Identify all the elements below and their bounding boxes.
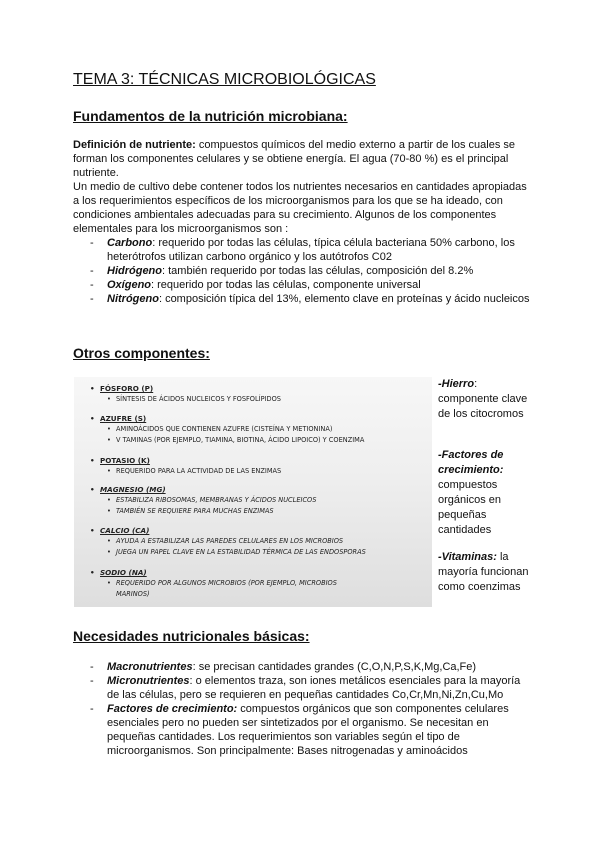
list-item (73, 236, 533, 264)
image-item-sub: • ESTABILIZA RIBOSOMAS, MEMBRANAS Y ÁCIDOS NUCLEICOS (88, 495, 428, 506)
list-item (73, 702, 533, 758)
item-name: Factores de crecimiento: (107, 703, 238, 715)
image-item-name: • AZUFRE (S) (88, 414, 428, 424)
item-name: Hidrógeno (107, 265, 162, 277)
side-note-text: la mayoría funcionan como coenzimas (438, 551, 529, 593)
page-title: TEMA 3: TÉCNICAS MICROBIOLÓGICAS (73, 71, 376, 88)
image-item-potasio (88, 456, 428, 477)
side-note-label: -Vitaminas: (438, 551, 497, 563)
componentes-image (74, 377, 432, 607)
side-note-label: -Hierro (438, 378, 475, 390)
list-item (73, 278, 533, 292)
item-name: Nitrógeno (107, 293, 159, 305)
side-note-label: -Factores de crecimiento: (438, 449, 504, 476)
image-item-sub: • REQUERIDO PARA LA ACTIVIDAD DE LAS ENZIMAS (88, 466, 428, 477)
image-item-name: • MAGNESIO (MG) (88, 485, 428, 495)
list-item (73, 660, 533, 674)
item-name: Macronutrientes (107, 661, 193, 673)
fundamentos-body (73, 138, 533, 306)
image-item-name: • FÓSFORO (P) (88, 384, 428, 394)
side-note-factores (438, 448, 538, 538)
necesidades-body (73, 660, 533, 758)
heading-otros: Otros componentes: (73, 345, 210, 361)
image-item-sub: • JUEGA UN PAPEL CLAVE EN LA ESTABILIDAD TÉRMICA DE LAS ENDOSPORAS (88, 547, 428, 558)
image-item-sodio (88, 568, 428, 600)
image-item-name: • POTASIO (K) (88, 456, 428, 466)
side-note-vitaminas (438, 550, 538, 595)
elementos-list (73, 236, 533, 306)
image-item-sub: • AYUDA A ESTABILIZAR LAS PAREDES CELULARES EN LOS MICROBIOS (88, 536, 428, 547)
item-text: : también requerido por todas las células, composición del 8.2% (162, 265, 474, 277)
side-note-hierro (438, 377, 538, 422)
image-item-sub: • TAMBIÉN SE REQUIERE PARA MUCHAS ENZIMAS (88, 506, 428, 517)
side-note-text: compuestos orgánicos en pequeñas cantidades (438, 479, 501, 536)
item-text: : se precisan cantidades grandes (C,O,N,P,S,K,Mg,Ca,Fe) (192, 661, 477, 673)
heading-fundamentos: Fundamentos de la nutrición microbiana: (73, 108, 348, 124)
item-text: : o elementos traza, son iones metálicos esenciales para la mayoría de las células, pero se requieren en pequeñas cantidades Co,Cr,Mn,Ni,Zn,Cu,Mo (107, 675, 521, 701)
item-name: Micronutrientes (107, 675, 190, 687)
image-item-magnesio (88, 485, 428, 517)
item-text: : requerido por todas las células, componente universal (151, 279, 421, 291)
image-item-sub: • REQUERIDO POR ALGUNOS MICROBIOS (POR EJEMPLO, MICROBIOS MARINOS) (88, 578, 356, 600)
side-note-text: : componente clave de los citocromos (438, 378, 528, 420)
heading-necesidades: Necesidades nutricionales básicas: (73, 628, 310, 644)
list-item (73, 674, 533, 702)
image-item-azufre (88, 414, 428, 446)
definicion-paragraph (73, 138, 533, 180)
item-name: Oxígeno (107, 279, 152, 291)
list-item (73, 264, 533, 278)
image-item-sub: • AMINOÁCIDOS QUE CONTIENEN AZUFRE (CISTEÍNA Y METIONINA) (88, 424, 428, 435)
item-name: Carbono (107, 237, 153, 249)
definicion-text: compuestos químicos del medio externo a partir de los cuales se forman los componentes celulares y se obtiene energía. El agua (70-80 %) es el principal nutriente. (73, 139, 516, 179)
image-item-calcio (88, 526, 428, 558)
image-item-sub: • SÍNTESIS DE ÁCIDOS NUCLEICOS Y FOSFOLÍPIDOS (88, 394, 428, 405)
list-item (73, 292, 533, 306)
necesidades-list (73, 660, 533, 758)
image-item-name: • CALCIO (CA) (88, 526, 428, 536)
item-text: : requerido por todas las células, típica célula bacteriana 50% carbono, los heterótrofos utilizan carbono orgánico y los autótrofos C02 (107, 237, 515, 263)
item-text: compuestos orgánicos que son componentes celulares esenciales pero no pueden ser sintetizados por el organismo. Se necesitan en pequeñas cantidades. Los requerimientos son variables según el tipo de microorganismos. Son principalmente: Bases nitrogenadas y aminoácidos (107, 703, 509, 757)
image-item-sub: • V TAMINAS (POR EJEMPLO, TIAMINA, BIOTINA, ÁCIDO LIPOICO) Y COENZIMA (88, 435, 428, 446)
image-item-name: • SODIO (NA) (88, 568, 428, 578)
item-text: : composición típica del 13%, elemento clave en proteínas y ácido nucleicos (158, 293, 530, 305)
image-item-fosforo (88, 384, 428, 405)
definicion-label: Definición de nutriente: (73, 139, 196, 151)
medio-paragraph: Un medio de cultivo debe contener todos los nutrientes necesarios en cantidades apropiadas a los requerimientos específicos de los microorganismos para los que se ha ideado, con condiciones ambientales adecuadas para su crecimiento. Algunos de los componentes elementales para los microorganismos son : (73, 181, 527, 235)
